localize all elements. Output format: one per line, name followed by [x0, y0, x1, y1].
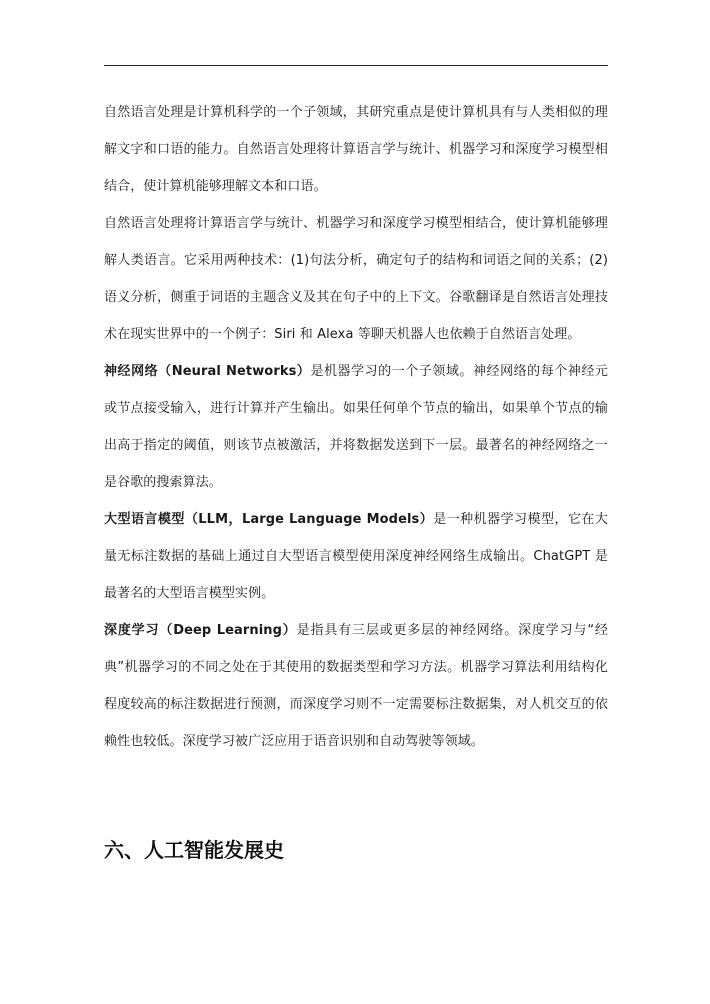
paragraph-text: 自然语言处理将计算语言学与统计、机器学习和深度学习模型相结合，使计算机能够理解人类语言。它采用两种技术：(1)句法分析，确定句子的结构和词语之间的关系；(2)语义分析，侧重于词语的主题含义及其在句子中的上下文。谷歌翻译是自然语言处理技术在现实世界中的一个例子：Siri 和 Alexa 等聊天机器人也依赖于自然语言处理。	[104, 216, 608, 342]
paragraph-nlp-techniques	[104, 205, 608, 353]
paragraph-deep-learning	[104, 612, 608, 760]
term-deep-learning: 深度学习（Deep Learning）	[104, 623, 297, 638]
section-heading: 六、人工智能发展史	[104, 838, 284, 862]
paragraph-text: 是指具有三层或更多层的神经网络。深度学习与“经典”机器学习的不同之处在于其使用的数据类型和学习方法。机器学习算法利用结构化程度较高的标注数据进行预测，而深度学习则不一定需要标注数据集，对人机交互的依赖性也较低。深度学习被广泛应用于语音识别和自动驾驶等领域。	[104, 623, 608, 749]
paragraph-text: 是一种机器学习模型，它在大量无标注数据的基础上通过自大型语言模型使用深度神经网络生成输出。ChatGPT 是最著名的大型语言模型实例。	[104, 512, 608, 601]
term-neural-networks: 神经网络（Neural Networks）	[104, 364, 311, 379]
paragraph-neural-networks	[104, 353, 608, 501]
header-rule	[104, 65, 608, 66]
paragraph-text: 自然语言处理是计算机科学的一个子领域，其研究重点是使计算机具有与人类相似的理解文字和口语的能力。自然语言处理将计算语言学与统计、机器学习和深度学习模型相结合，使计算机能够理解文本和口语。	[104, 105, 608, 194]
paragraph-llm	[104, 501, 608, 612]
term-llm: 大型语言模型（LLM，Large Language Models）	[104, 512, 434, 527]
paragraph-nlp-definition	[104, 94, 608, 205]
paragraph-text: 是机器学习的一个子领域。神经网络的每个神经元或节点接受输入，进行计算并产生输出。如果任何单个节点的输出，如果单个节点的输出高于指定的阈值，则该节点被激活，并将数据发送到下一层。最著名的神经网络之一是谷歌的搜索算法。	[104, 364, 608, 490]
document-body	[104, 94, 608, 760]
